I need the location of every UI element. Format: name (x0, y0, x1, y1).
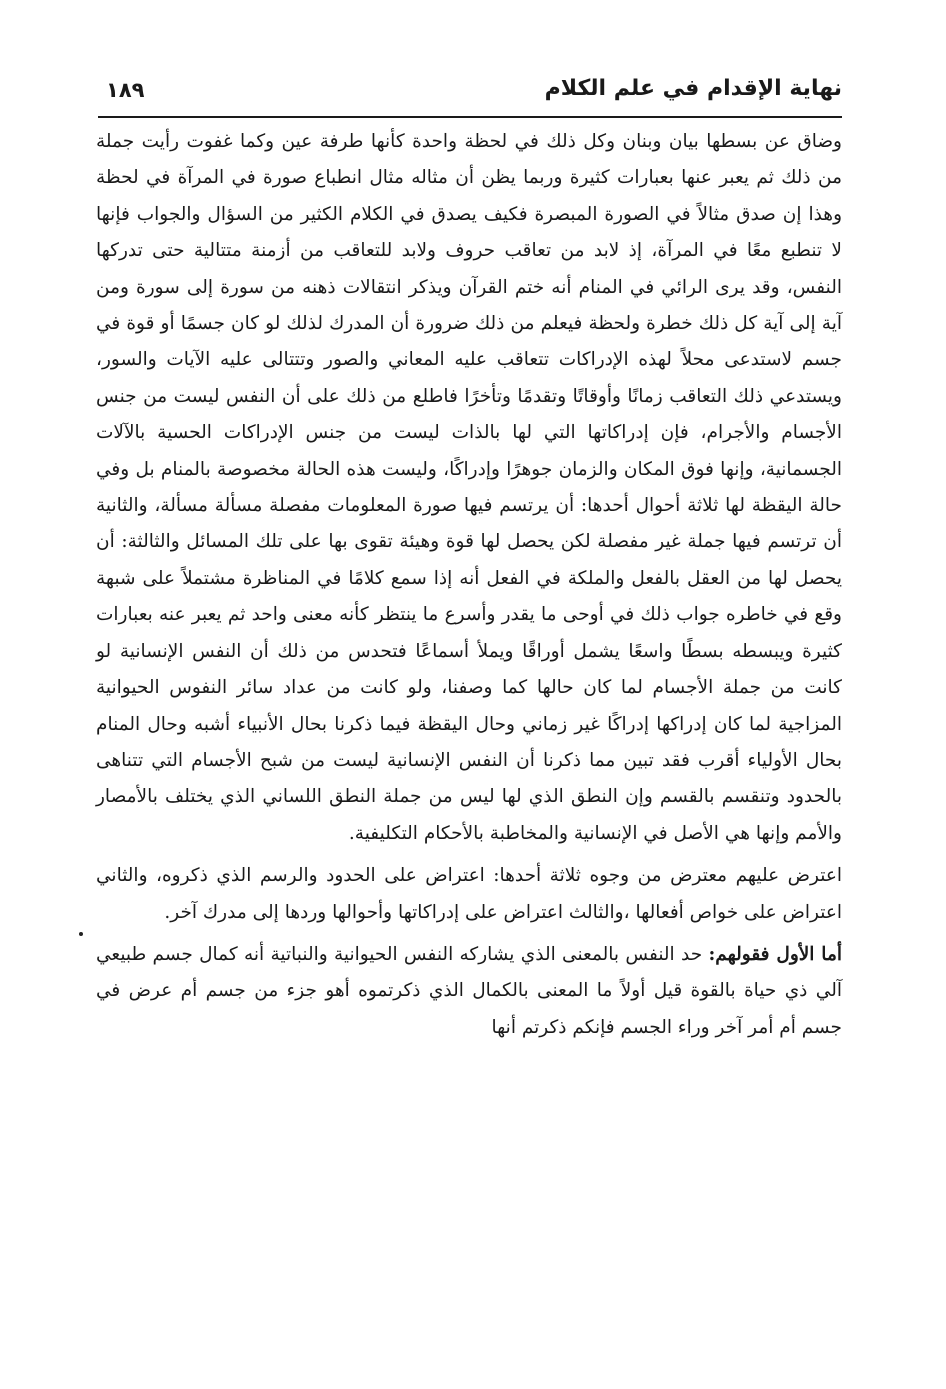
page-header (98, 74, 842, 108)
margin-mark (79, 932, 83, 936)
running-title: نهاية الإقدام في علم الكلام (544, 76, 842, 101)
page-number: ١٨٩ (106, 78, 145, 102)
paragraph-2-text: اعترض عليهم معترض من وجوه ثلاثة أحدها: اعتراض على الحدود والرسم الذي ذكروه، والثاني اعتراض على خواص أفعالها ،والثالث اعتراض على إدراكاتها وأحوالها وردها إلى مدرك آخر. (96, 865, 842, 923)
paragraph-1-text: وضاق عن بسطها بيان وبنان وكل ذلك في لحظة واحدة كأنها طرفة عين وكما غفوت رأيت جملة من ذلك ثم يعبر عنها بعبارات كثيرة وربما يظن أن مثاله مثال انطباع صورة في المرآة في لحظة وهذا إن صدق مثالاً في الصورة المبصرة فكيف يصدق في الكلام الكثير من السؤال والجواب فإنها لا تنطبع معًا في المرآة، إذ لابد من تعاقب حروف ولابد للتعاقب من أزمنة متتالية حتى تدركها النفس، وقد يرى الرائي في المنام أنه ختم القرآن ويذكر انتقالات ذهنه من سورة إلى سورة ومن آية إلى آية كل ذلك خطرة ولحظة فيعلم من ذلك ضرورة أن المدرك لذلك لو كان جسمًا أو قوة في جسم لاستدعى محلاً لهذه الإدراكات تتعاقب عليه المعاني والصور وتتتالى عليه الآيات والسور، ويستدعي ذلك التعاقب زمانًا وأوقاتًا وتقدمًا وتأخرًا فاطلع من ذلك على أن النفس ليست من جنس الأجسام والأجرام، فإن إدراكاتها التي لها بالذات ليست من جنس الإدراكات الحسية بالآلات الجسمانية، وإنها فوق المكان والزمان جوهرًا وإدراكًا، وليست هذه الحالة مخصوصة بالمنام بل وفي حالة اليقظة لها ثلاثة أحوال أحدها: أن يرتسم فيها صورة المعلومات مفصلة مسألة مسألة، والثانية أن ترتسم فيها جملة غير مفصلة لكن يحصل لها قوة وهيئة تقوى بها على تلك المسائل والثالثة: أن يحصل لها من العقل بالفعل والملكة في الفعل أنه إذا سمع كلامًا في المناظرة مشتملاً على شبهة وقع في خاطره جواب ذلك في أوحى ما يقدر وأسرع ما ينتظر كأنه معنى واحد ثم يعبر عنه بعبارات كثيرة ويبسطه بسطًا واسعًا يشمل أوراقًا ويملأ أسماعًا فتحدس من ذلك أن النفس الإنسانية لو كانت من جملة الأجسام لما كان حالها كما وصفنا، ولو كانت من عداد سائر النفوس الحيوانية المزاجية لما كان إدراكها إدراكًا غير زماني وحال اليقظة فيما ذكرنا بحال الأنبياء أشبه وحال المنام بحال الأولياء أقرب فقد تبين مما ذكرنا أن النفس الإنسانية ليست من شبح الأجسام التي تتناهى بالحدود وتنقسم بالقسم وإن النطق الذي لها ليس من جملة النطق اللساني الذي يختلف بالأمصار والأمم وإنها هي الأصل في الإنسانية والمخاطبة بالأحكام التكليفية. (96, 131, 842, 844)
paragraph-3-text: حد النفس بالمعنى الذي يشاركه النفس الحيوانية والنباتية أنه كمال جسم طبيعي آلي ذي حياة بالقوة قيل أولاً ما المعنى بالكمال الذي ذكرتموه أهو جزء من جسم أم عرض في جسم أم أمر آخر وراء الجسم فإنكم ذكرتم أنها (96, 943, 842, 1038)
paragraph-3-lead: أما الأول فقولهم: (708, 943, 842, 965)
header-rule (98, 116, 842, 118)
body-text (96, 124, 842, 1046)
paragraph-1 (96, 124, 842, 852)
paragraph-3 (96, 937, 842, 1046)
paragraph-2 (96, 858, 842, 931)
